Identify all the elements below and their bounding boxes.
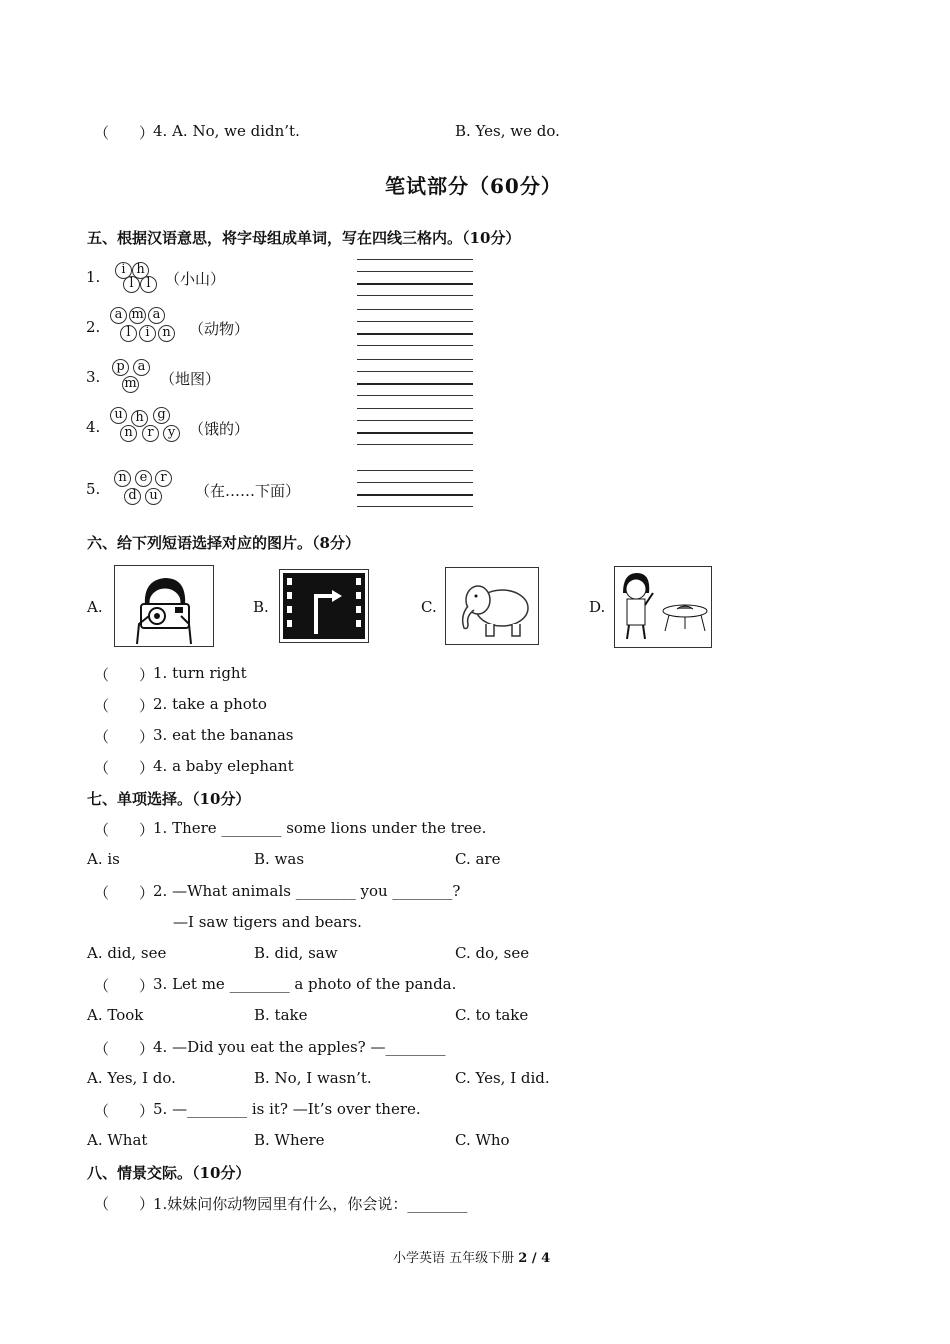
option-c: C. do, see <box>455 944 530 962</box>
letter-circle: n <box>158 325 175 342</box>
letter-circle: g <box>153 407 170 424</box>
phrase-text: 1. turn right <box>153 664 247 682</box>
turn-right-sign-icon <box>279 569 369 643</box>
letter-circle: p <box>112 359 129 376</box>
section8-heading: 八、情景交际。（10分） <box>87 1164 251 1182</box>
letter-circle: y <box>163 425 180 442</box>
girl-eating-icon <box>614 566 712 648</box>
item-number: 4. <box>86 418 101 436</box>
item-number: 2. <box>86 318 101 336</box>
option-c: C. to take <box>455 1006 529 1024</box>
letter-circle: h <box>131 410 148 427</box>
option-c: C. are <box>455 850 501 868</box>
picture-label-c: C. <box>421 598 437 616</box>
letter-circle: a <box>133 359 150 376</box>
chinese-hint: （地图） <box>160 370 221 388</box>
chinese-hint: （在……下面） <box>195 482 301 500</box>
option-a: A. is <box>87 850 120 868</box>
picture-label-d: D. <box>589 598 606 616</box>
answer-paren[interactable]: （ ） <box>94 821 155 839</box>
letter-circle: n <box>114 470 131 487</box>
letter-circle: a <box>148 307 165 324</box>
picture-label-b: B. <box>253 598 269 616</box>
section-title: 笔试部分（60分） <box>385 174 562 198</box>
letter-circle: u <box>145 488 162 505</box>
question-text: 1. There ________ some lions under the tree. <box>153 819 487 837</box>
section6-heading: 六、给下列短语选择对应的图片。（8分） <box>87 534 360 552</box>
question-text: 3. Let me ________ a photo of the panda. <box>153 975 457 993</box>
letter-circle: d <box>124 488 141 505</box>
letter-circle: h <box>132 262 149 279</box>
item-number: 1. <box>86 268 101 286</box>
boy-camera-icon <box>114 565 214 647</box>
letter-circle: l <box>123 276 140 293</box>
answer-paren[interactable]: （ ） <box>94 697 155 715</box>
option-c: C. Who <box>455 1131 510 1149</box>
letter-circle: m <box>129 307 146 324</box>
option-b: B. take <box>254 1006 308 1024</box>
option-a: A. did, see <box>87 944 167 962</box>
letter-circle: l <box>120 325 137 342</box>
letter-circle: r <box>155 470 172 487</box>
letter-circle: i <box>115 262 132 279</box>
question-text: 4. —Did you eat the apples? —________ <box>153 1038 446 1056</box>
option-a: A. What <box>87 1131 148 1149</box>
page-number: 2 / 4 <box>518 1251 551 1266</box>
chinese-hint: （动物） <box>189 320 250 338</box>
letter-circle: a <box>110 307 127 324</box>
answer-paren[interactable]: （ ） <box>94 1102 155 1120</box>
letter-circle: m <box>122 376 139 393</box>
option-a: A. Took <box>87 1006 144 1024</box>
option-b: B. Yes, we do. <box>455 122 560 140</box>
answer-paren[interactable]: （ ） <box>94 884 155 902</box>
option-c: C. Yes, I did. <box>455 1069 550 1087</box>
phrase-text: 2. take a photo <box>153 695 267 713</box>
phrase-text: 3. eat the bananas <box>153 726 294 744</box>
option-b: B. was <box>254 850 305 868</box>
question-text-line2: —I saw tigers and bears. <box>173 913 362 931</box>
letter-circle: u <box>110 407 127 424</box>
elephant-icon <box>445 567 539 645</box>
section7-heading: 七、单项选择。（10分） <box>87 790 251 808</box>
letter-circle: r <box>142 425 159 442</box>
section5-heading: 五、根据汉语意思，将字母组成单词，写在四线三格内。（10分） <box>87 229 521 247</box>
page-footer <box>393 1247 550 1266</box>
item-number: 5. <box>86 480 101 498</box>
option-b: B. did, saw <box>254 944 338 962</box>
option-b: B. Where <box>254 1131 325 1149</box>
question-text: 2. —What animals ________ you ________? <box>153 882 461 900</box>
letter-circle: n <box>120 425 137 442</box>
option-a: A. Yes, I do. <box>87 1069 176 1087</box>
letter-circle: e <box>135 470 152 487</box>
answer-paren[interactable]: （ ） <box>94 977 155 995</box>
question-text: 1.妹妹问你动物园里有什么，你会说：________ <box>153 1195 468 1213</box>
answer-paren[interactable]: （ ） <box>94 728 155 746</box>
answer-paren[interactable]: （ ） <box>94 759 155 777</box>
question-text: 4. A. No, we didn’t. <box>153 122 300 140</box>
phrase-text: 4. a baby elephant <box>153 757 294 775</box>
question-text: 5. —________ is it? —It’s over there. <box>153 1100 421 1118</box>
answer-paren[interactable]: （ ） <box>94 1040 155 1058</box>
answer-paren[interactable]: （ ） <box>94 124 155 142</box>
item-number: 3. <box>86 368 101 386</box>
option-b: B. No, I wasn’t. <box>254 1069 372 1087</box>
answer-paren[interactable]: （ ） <box>94 1195 155 1213</box>
letter-circle: l <box>140 276 157 293</box>
chinese-hint: （饿的） <box>189 420 250 438</box>
chinese-hint: （小山） <box>165 270 226 288</box>
footer-subject: 小学英语 五年级下册 <box>393 1251 519 1266</box>
letter-circle: i <box>139 325 156 342</box>
picture-label-a: A. <box>87 598 103 616</box>
answer-paren[interactable]: （ ） <box>94 666 155 684</box>
